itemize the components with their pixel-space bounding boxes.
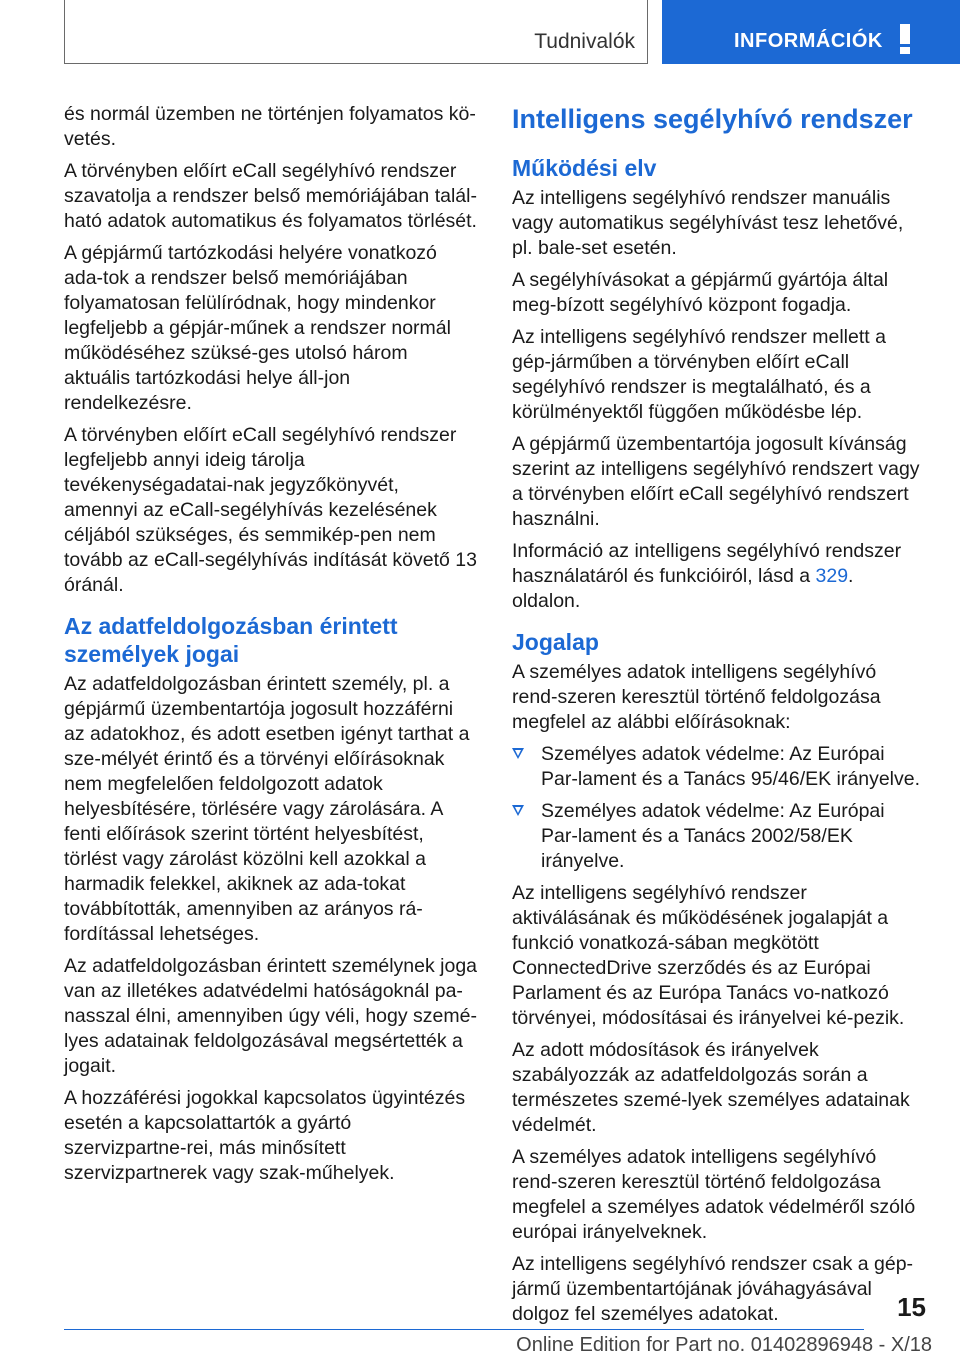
page-reference-link[interactable]: 329 [815,565,849,587]
header-chapter-tab [662,0,960,64]
list-item: Személyes adatok védelme: Az Európai Par‐lament és a Tanács 95/46/EK irányelve. [512,742,926,792]
paragraph: A személyes adatok intelligens segélyhívó rend‐szeren keresztül történő feldolgozása megfelel az alábbi előírásoknak: [512,661,881,733]
paragraph: A törvényben előírt eCall segélyhívó rendszer szavatolja a rendszer belső memóriájában talál‐ható adatok automatikus és folyamatos törlését. [64,160,477,232]
paragraph: Az adott módosítások és irányelvek szabályozzák az adatfeldolgozás során a természetes szemé‐lyek személyes adatainak védelmét. [512,1039,910,1136]
section-heading-rights: Az adatfeldolgozásban érintett személyek jogai [64,613,398,667]
paragraph: A hozzáférési jogokkal kapcsolatos ügyintézés esetén a kapcsolattartók a gyártó szervizpartne‐rei, más minősített szervizpartnerek vagy szak‐műhelyek. [64,1087,466,1184]
footer-divider [64,1329,864,1330]
paragraph: A személyes adatok intelligens segélyhívó rend‐szeren keresztül történő feldolgozása megfelel a személyes adatok védelméről szóló európai irányelveknek. [512,1146,916,1243]
paragraph: A segélyhívásokat a gépjármű gyártója által meg‐bízott segélyhívó központ fogadja. [512,269,889,316]
header-section-box [64,0,648,64]
paragraph: Az intelligens segélyhívó rendszer csak a gép‐jármű üzembentartójának jóváhagyásával dolgoz fel személyes adatokat. [512,1253,914,1325]
section-heading-legal: Jogalap [512,629,599,655]
paragraph: Az intelligens segélyhívó rendszer mellett a gép‐járműben a törvényben előírt eCall segélyhívó rendszer is megtalálható, és a körülményektől függően működésbe lép. [512,326,886,423]
info-text-suffix: . oldalon. [512,565,854,612]
legal-list [512,742,926,874]
info-text-prefix: Információ az intelligens segélyhívó rendszer használatáról és funkcióiról, lásd a [512,540,902,587]
triangle-bullet-icon [512,748,524,759]
header-section-title: Tudnivalók [534,30,635,53]
paragraph: A gépjármű tartózkodási helyére vonatkozó ada‐tok a rendszer belső memóriájában folyamatosan felülíródnak, hogy mindenkor legfeljebb a gépjár‐műnek a rendszer normál működéséhez szüksé‐ges utolsó három aktuális tartózkodási helye áll‐jon rendelkezésre. [64,242,451,414]
footer-edition: Online Edition for Part no. 01402896948 - X/18 [516,1334,932,1356]
exclamation-icon [900,24,910,54]
left-column [64,102,478,1193]
paragraph: Az adatfeldolgozásban érintett személynek joga van az illetékes adatvédelmi hatóságoknál pa‐nasszal élni, amennyiben úgy véli, hogy szemé‐lyes adatainak feldolgozásával megsértették a jogait. [64,955,478,1077]
page-number: 15 [897,1292,926,1322]
header-chapter-title: INFORMÁCIÓK [734,30,883,52]
triangle-bullet-icon [512,805,524,816]
paragraph: A törvényben előírt eCall segélyhívó rendszer legfeljebb annyi ideig tárolja tevékenységadatai‐nak jegyzőkönyvét, amennyi az eCall-segélyhívás kezelésének céljából szükséges, és semmikép‐pen nem tovább az eCall-segélyhívás indítását követő 13 óránál. [64,424,477,596]
paragraph: Az adatfeldolgozásban érintett személy, pl. a gépjármű üzembentartója jogosult hozzáférni az adatokhoz, és adott esetben igényt tarthat a sze‐mélyét érintő és a törvényi előírásoknak nem megfelelően feldolgozott adatok helyesbítésére, törlésére vagy zárolására. A fenti előírások szerint történt helyesbítést, törlést vagy zárolást közölni kell azokkal a harmadik felekkel, akiknek az ada‐tokat továbbították, amennyiben az arányos rá‐fordítással lehetséges. [64,673,470,945]
right-column [512,102,926,1334]
paragraph: Az intelligens segélyhívó rendszer aktiválásának és működésének jogalapját a funkció vonatkozá‐sában megkötött ConnectedDrive szerződés és az Európai Parlament és az Európa Tanács vo‐natkozó törvényei, módosításai és irányelvei ké‐pezik. [512,882,905,1029]
paragraph: és normál üzemben ne történjen folyamatos kö‐vetés. [64,103,476,150]
list-item: Személyes adatok védelme: Az Európai Par‐lament és a Tanács 2002/58/EK irányelve. [512,799,926,874]
section-heading-working: Működési elv [512,155,657,181]
paragraph: Az intelligens segélyhívó rendszer manuális vagy automatikus segélyhívást tesz lehetővé, pl. bale‐set esetén. [512,187,904,259]
paragraph: A gépjármű üzembentartója jogosult kívánság szerint az intelligens segélyhívó rendszert vagy a törvényben előírt eCall segélyhívó rendszert használni. [512,433,920,530]
page-title: Intelligens segélyhívó rendszer [512,104,913,134]
info-paragraph [512,539,926,614]
